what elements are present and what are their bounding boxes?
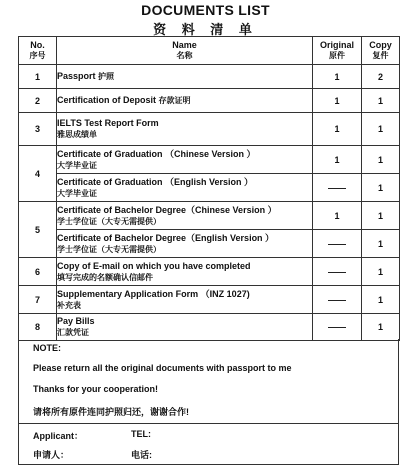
row-number: 1 [19,65,57,89]
row-number: 6 [19,258,57,286]
table-row [19,286,400,314]
column-header-original [313,37,362,65]
table-row [19,258,400,286]
original-count: 1 [313,89,362,113]
table-row [19,314,400,341]
original-count: 1 [313,146,362,174]
dash-mark [328,327,346,328]
dash-mark [328,188,346,189]
row-number: 2 [19,89,57,113]
row-number: 5 [19,202,57,258]
original-count: 1 [313,202,362,230]
table-row [19,65,400,89]
column-header-original-en: Original [319,40,354,50]
document-name-zh: 补充表 [57,300,81,310]
column-header-copy [362,37,400,65]
page-title: DOCUMENTS LIST [141,2,270,18]
copy-count: 1 [362,113,400,146]
document-name-zh: 护照 [98,72,115,81]
original-not-required [313,314,362,341]
document-name-zh: 学士学位证（大专无需提供） [57,244,161,254]
document-name [57,286,313,314]
document-name-en: Pay Bills [57,316,95,326]
column-header-name-zh: 名称 [176,51,193,60]
table-row [19,174,400,202]
document-name [57,174,313,202]
original-not-required [313,286,362,314]
table-header-row [19,37,400,65]
page-title-chinese: 资 料 清 单 [153,22,258,37]
row-number: 4 [19,146,57,202]
column-header-name-en: Name [172,40,197,50]
document-name-en: Copy of E-mail on which you have completed [57,260,251,271]
original-not-required [313,174,362,202]
original-not-required [313,258,362,286]
column-header-no [19,37,57,65]
document-name-zh: 存款证明 [158,96,191,105]
document-name [57,89,313,113]
column-header-no-zh: 序号 [29,51,46,60]
table-row [19,202,400,230]
document-name-en: Supplementary Application Form （INZ 1027) [57,288,250,299]
document-name [57,314,313,341]
row-number: 7 [19,286,57,314]
copy-count: 1 [362,258,400,286]
tel-label: TEL: [131,429,151,439]
document-name [57,146,313,174]
document-name-en: Certification of Deposit [57,95,157,105]
documents-table [18,36,400,341]
document-name [57,65,313,89]
document-name [57,202,313,230]
document-name-en: IELTS Test Report Form [57,118,159,128]
document-name-zh: 学士学位证（大专无需提供） [57,216,161,226]
document-name-zh: 汇款凭证 [57,328,89,337]
document-name [57,258,313,286]
document-name-en: Certificate of Graduation （English Version ） [57,176,254,187]
column-header-original-zh: 原件 [329,51,345,60]
table-row [19,146,400,174]
original-count: 1 [313,65,362,89]
document-name [57,230,313,258]
column-header-copy-zh: 复件 [372,51,389,60]
document-name-zh: 大学毕业证 [57,160,97,170]
original-not-required [313,230,362,258]
copy-count: 2 [362,65,400,89]
note-line-return-documents: Please return all the original documents with passport to me [33,363,292,373]
note-line-thanks: Thanks for your cooperation! [33,384,159,394]
copy-count: 1 [362,314,400,341]
notes-section [18,339,399,424]
document-name-en: Passport [57,71,96,81]
copy-count: 1 [362,286,400,314]
applicant-label-zh: 申请人： [33,450,70,460]
copy-count: 1 [362,89,400,113]
copy-count: 1 [362,146,400,174]
dash-mark [328,272,346,273]
original-count: 1 [313,113,362,146]
document-name-zh: 雅思成绩单 [57,130,97,139]
note-label: NOTE: [33,343,61,353]
copy-count: 1 [362,174,400,202]
note-line-chinese: 请将所有原件连同护照归还，谢谢合作! [33,407,189,417]
document-name-en: Certificate of Bachelor Degree（Chinese Version ） [57,204,277,215]
document-name-en: Certificate of Bachelor Degree（English Version ） [57,232,275,243]
table-row [19,230,400,258]
applicant-label: Applicant： [33,431,84,441]
dash-mark [328,244,346,245]
table-row [19,113,400,146]
copy-count: 1 [362,202,400,230]
document-name-zh: 填写完成的名额确认信邮件 [57,272,153,282]
column-header-no-en: No. [30,40,45,50]
document-name-zh: 大学毕业证 [57,188,97,198]
copy-count: 1 [362,230,400,258]
dash-mark [328,300,346,301]
signature-section [18,423,399,465]
column-header-name [57,37,313,65]
table-row [19,89,400,113]
document-name [57,113,313,146]
row-number: 3 [19,113,57,146]
tel-label-zh: 电话: [131,450,152,460]
column-header-copy-en: Copy [369,40,392,50]
row-number: 8 [19,314,57,341]
document-name-en: Certificate of Graduation （Chinese Version ） [57,148,256,159]
